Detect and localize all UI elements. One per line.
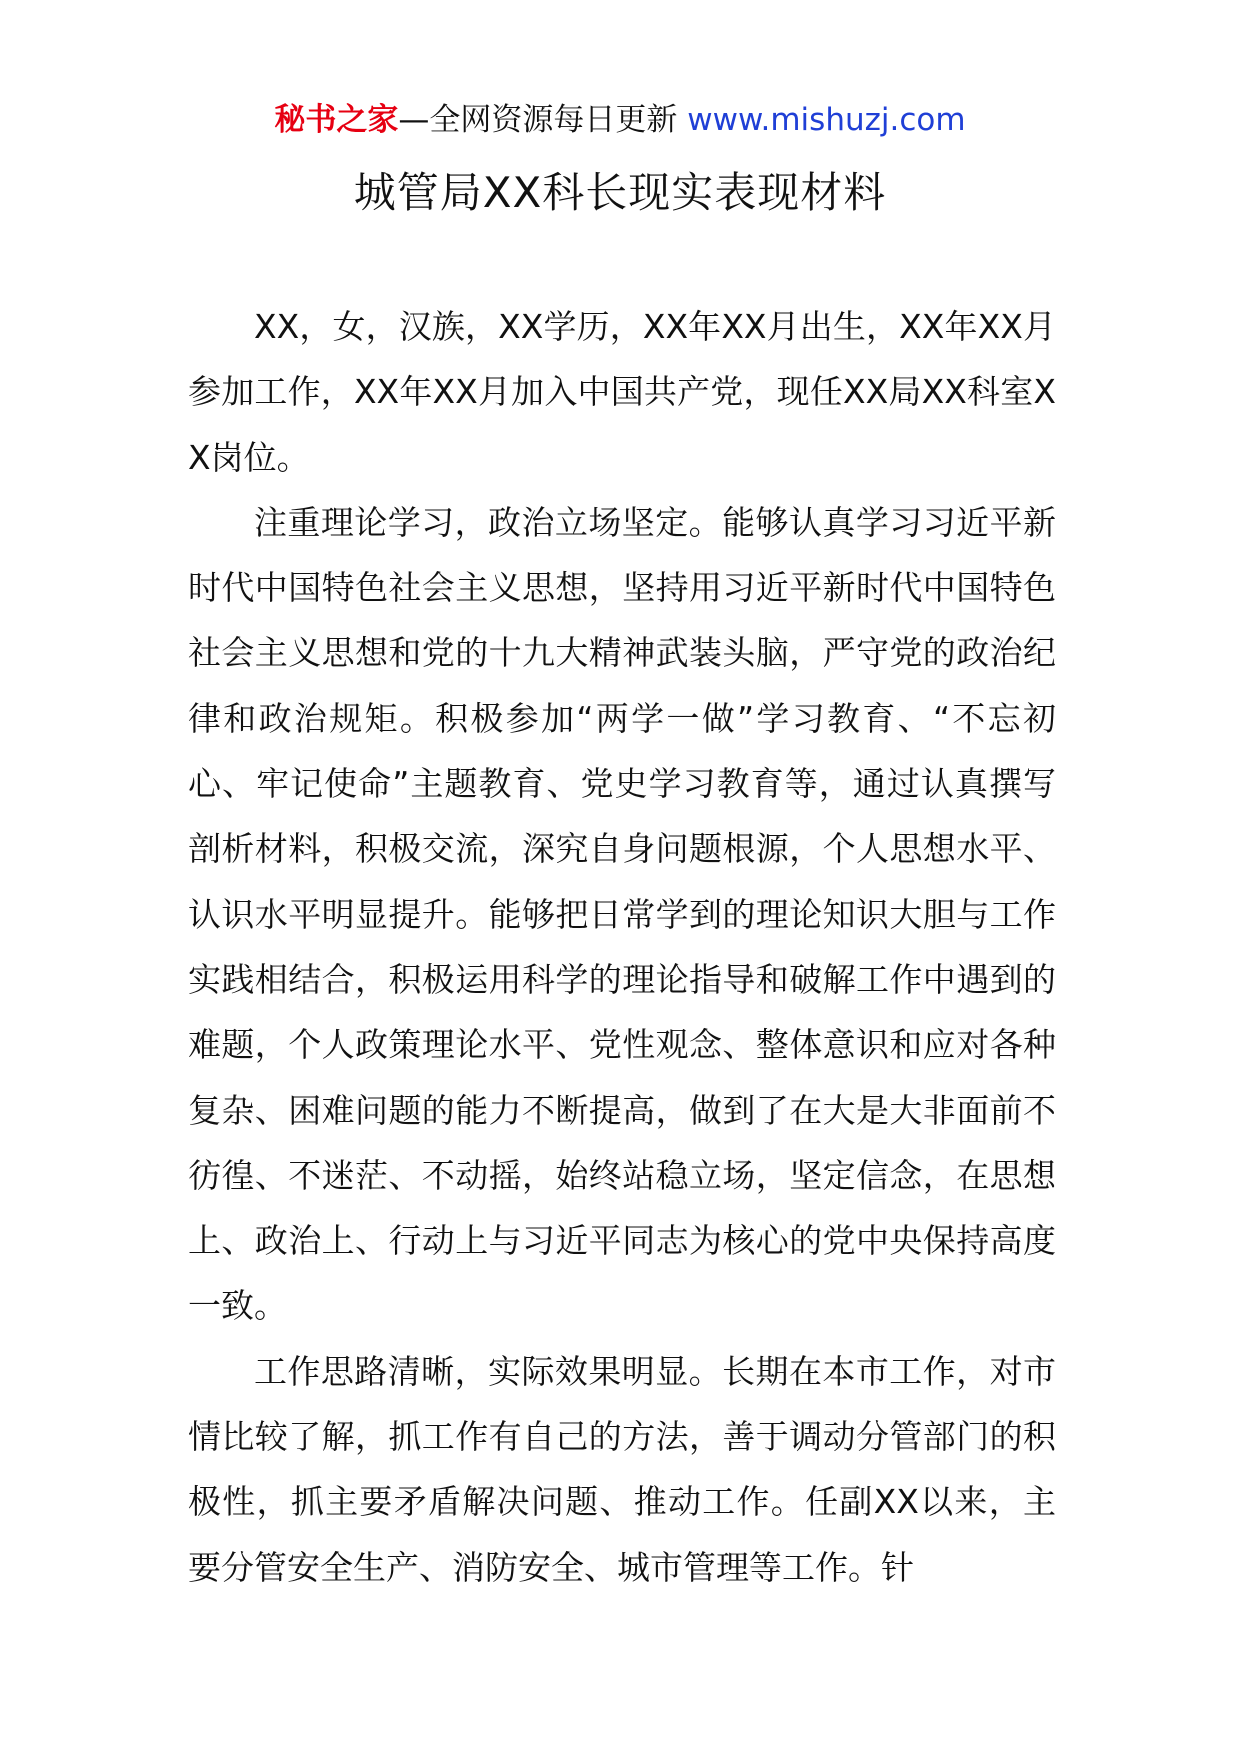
- document-body: [188, 294, 1056, 1600]
- paragraph-work-ideas: 工作思路清晰，实际效果明显。长期在本市工作，对市情比较了解，抓工作有自己的方法，善于调动分管部门的积极性，抓主要矛盾解决问题、推动工作。任副XX以来，主要分管安全生产、消防安全、城市管理等工作。针: [188, 1351, 1056, 1587]
- site-header: [0, 100, 1240, 140]
- paragraph-theory-study: 注重理论学习，政治立场坚定。能够认真学习习近平新时代中国特色社会主义思想，坚持用习近平新时代中国特色社会主义思想和党的十九大精神武装头脑，严守党的政治纪律和政治规矩。积极参加“两学一做”学习教育、“不忘初心、牢记使命”主题教育、党史学习教育等，通过认真撰写剖析材料，积极交流，深究自身问题根源，个人思想水平、认识水平明显提升。能够把日常学到的理论知识大胆与工作实践相结合，积极运用科学的理论指导和破解工作中遇到的难题，个人政策理论水平、党性观念、整体意识和应对各种复杂、困难问题的能力不断提高，做到了在大是大非面前不彷徨、不迷茫、不动摇，始终站稳立场，坚定信念，在思想上、政治上、行动上与习近平同志为核心的党中央保持高度一致。: [188, 502, 1056, 1326]
- paragraph-personal-info: XX，女，汉族，XX学历，XX年XX月出生，XX年XX月参加工作，XX年XX月加入中国共产党，现任XX局XX科室XX岗位。: [188, 307, 1056, 477]
- document-title: 城管局XX科长现实表现材料: [353, 168, 887, 217]
- site-brand: 秘书之家: [274, 102, 399, 138]
- site-url-link[interactable]: www.mishuzj.com: [687, 102, 966, 138]
- site-slogan: —全网资源每日更新: [398, 102, 678, 138]
